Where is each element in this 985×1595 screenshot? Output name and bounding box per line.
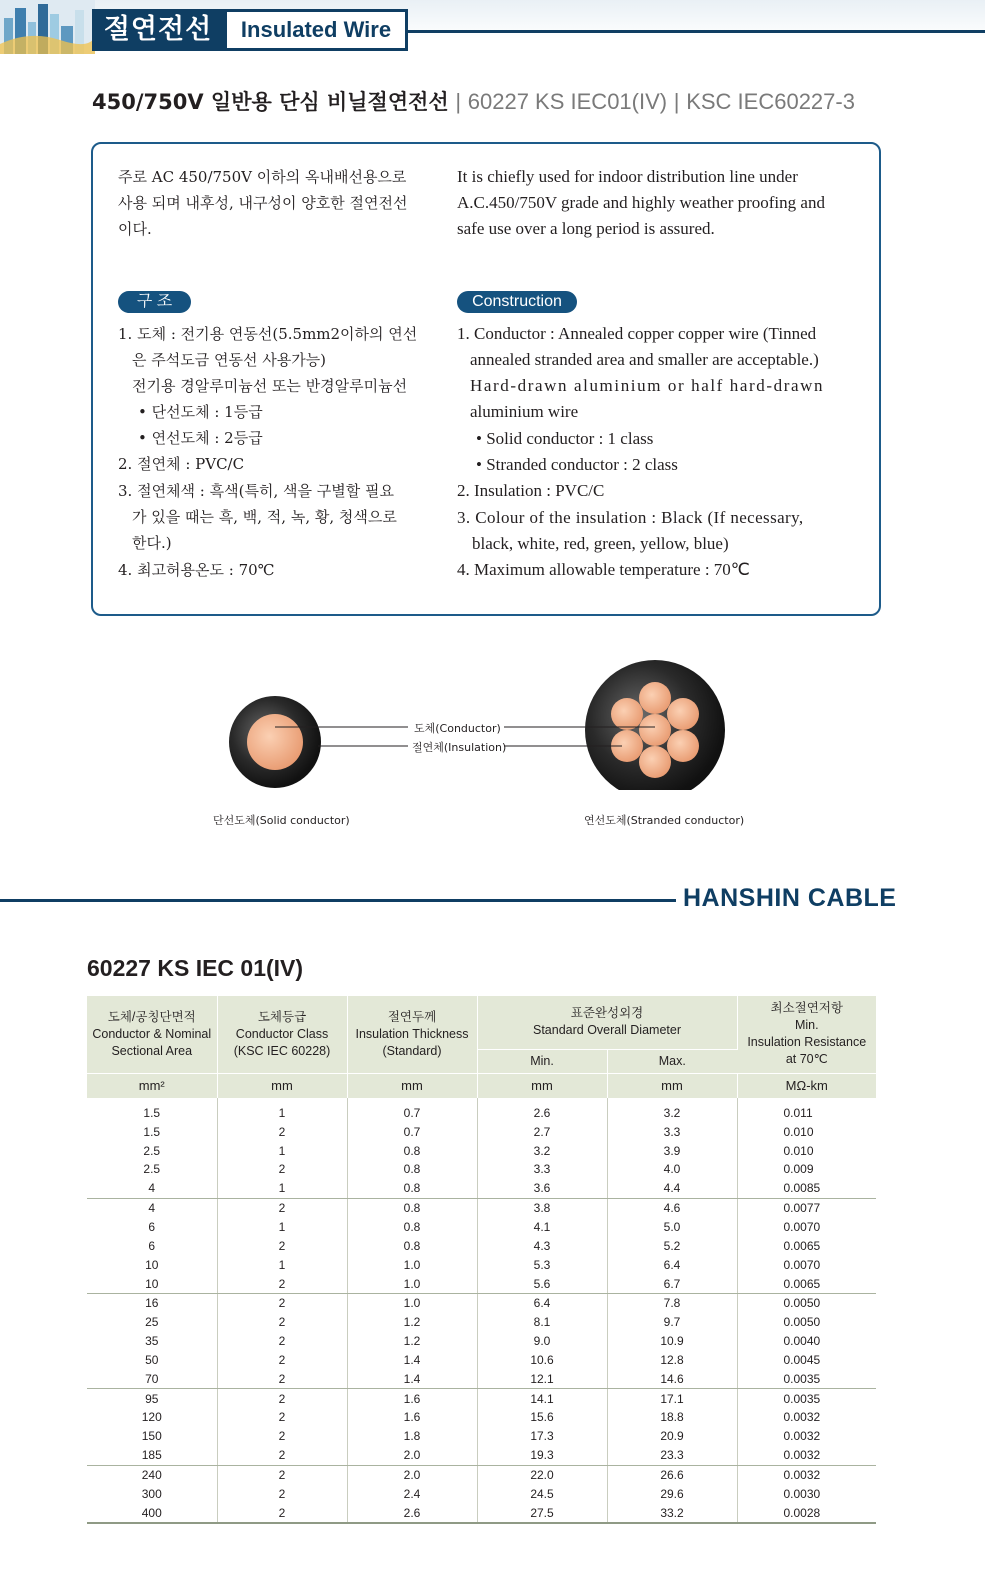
table-row <box>87 1293 876 1312</box>
table-cell: 4.0 <box>607 1160 737 1179</box>
table-cell: 0.0035 <box>737 1369 876 1388</box>
table-cell: 10 <box>87 1255 217 1274</box>
table-row <box>87 1427 876 1446</box>
table-cell: 1.0 <box>347 1274 477 1293</box>
product-standard-2: KSC IEC60227-3 <box>686 89 855 114</box>
header-diameter: 표준완성외경 Standard Overall Diameter <box>477 996 737 1049</box>
table-cell: 16 <box>87 1293 217 1312</box>
stranded-conductor-icon <box>585 660 725 790</box>
table-cell: 3.9 <box>607 1141 737 1160</box>
table-cell: 4.3 <box>477 1236 607 1255</box>
table-cell: 0.0040 <box>783 1334 821 1349</box>
table-cell: 2.6 <box>477 1098 607 1123</box>
table-cell: 12.1 <box>477 1369 607 1388</box>
table-cell: 2 <box>217 1427 347 1446</box>
intro-en-line: A.C.450/750V grade and highly weather proofing and <box>457 193 825 212</box>
table-cell: 1.5 <box>87 1098 217 1123</box>
table-cell: 0.0085 <box>737 1179 876 1198</box>
construction-en-line: Hard-drawn aluminium or half hard-drawn <box>470 376 825 395</box>
table-cell: 0.0050 <box>783 1315 821 1330</box>
stranded-conductor-caption: 연선도체(Stranded conductor) <box>584 814 745 827</box>
table-cell: 0.8 <box>347 1160 477 1179</box>
table-cell: 0.0070 <box>783 1257 821 1272</box>
table-cell: 0.0032 <box>737 1446 876 1465</box>
construction-en-line: • Stranded conductor : 2 class <box>476 455 678 474</box>
table-row <box>87 1198 876 1217</box>
table-cell: 2 <box>217 1198 347 1217</box>
table-cell: 2.4 <box>347 1484 477 1503</box>
table-cell: 3.2 <box>607 1098 737 1123</box>
table-cell: 2.6 <box>347 1503 477 1523</box>
unit-cell: mm <box>347 1073 477 1098</box>
construction-kr-line: 은 주석도금 연동선 사용가능) <box>132 351 327 369</box>
table-cell: 2 <box>217 1160 347 1179</box>
table-cell: 2 <box>217 1332 347 1351</box>
table-cell: 25 <box>87 1313 217 1332</box>
construction-label-kr: 구 조 <box>118 291 191 313</box>
table-row <box>87 1122 876 1141</box>
product-title <box>92 88 972 116</box>
table-row <box>87 1503 876 1523</box>
intro-kr-line: 주로 AC 450/750V 이하의 옥내배선용으로 <box>118 168 407 186</box>
table-cell: 4 <box>87 1198 217 1217</box>
table-cell: 6 <box>87 1218 217 1237</box>
table-cell: 2 <box>217 1313 347 1332</box>
table-cell: 4.6 <box>607 1198 737 1217</box>
table-cell: 29.6 <box>607 1484 737 1503</box>
table-cell: 2.0 <box>347 1465 477 1484</box>
construction-kr-line: 한다.) <box>132 534 172 552</box>
table-cell: 2 <box>217 1369 347 1388</box>
table-cell: 0.8 <box>347 1218 477 1237</box>
header-title-korean: 절연전선 <box>92 9 224 51</box>
header-thickness: 절연두께 Insulation Thickness (Standard) <box>347 996 477 1073</box>
construction-en-line: aluminium wire <box>470 402 579 421</box>
table-cell: 70 <box>87 1369 217 1388</box>
header-resistance: 최소절연저항 Min. Insulation Resistance at 70℃ <box>737 996 876 1073</box>
construction-kr-line: • 연선도체 : 2등급 <box>138 429 263 447</box>
table-cell: 0.009 <box>783 1162 814 1177</box>
spec-table <box>87 996 876 1524</box>
table-cell: 33.2 <box>607 1503 737 1523</box>
table-row <box>87 1350 876 1369</box>
construction-kr-line: 1. 도체 : 전기용 연동선(5.5mm2이하의 연선 <box>118 325 418 343</box>
table-row <box>87 1484 876 1503</box>
table-cell: 3.2 <box>477 1141 607 1160</box>
table-row <box>87 1141 876 1160</box>
table-cell: 12.8 <box>607 1350 737 1369</box>
table-cell: 2 <box>217 1503 347 1523</box>
table-cell: 17.1 <box>607 1389 737 1408</box>
table-cell: 10 <box>87 1274 217 1293</box>
table-cell: 1.0 <box>347 1255 477 1274</box>
table-cell: 3.6 <box>477 1179 607 1198</box>
header-min: Min. <box>477 1049 607 1073</box>
table-cell: 4.4 <box>607 1179 737 1198</box>
table-cell: 5.0 <box>607 1218 737 1237</box>
table-cell: 1 <box>217 1098 347 1123</box>
table-cell: 2 <box>217 1350 347 1369</box>
table-cell: 4.1 <box>477 1218 607 1237</box>
table-cell: 240 <box>87 1465 217 1484</box>
table-cell: 2 <box>217 1408 347 1427</box>
table-cell: 3.3 <box>477 1160 607 1179</box>
table-cell: 0.8 <box>347 1179 477 1198</box>
table-cell: 2 <box>217 1122 347 1141</box>
table-cell: 120 <box>87 1408 217 1427</box>
table-cell: 24.5 <box>477 1484 607 1503</box>
table-cell: 14.1 <box>477 1389 607 1408</box>
table-cell: 27.5 <box>477 1503 607 1523</box>
table-cell: 9.0 <box>477 1332 607 1351</box>
construction-kr-line: 가 있을 때는 흑, 백, 적, 녹, 황, 청색으로 <box>132 508 397 526</box>
table-cell: 0.0032 <box>783 1467 821 1482</box>
table-cell: 6.4 <box>477 1293 607 1312</box>
intro-kr-line: 이다. <box>118 220 152 238</box>
table-cell: 26.6 <box>607 1465 737 1484</box>
conductor-label: 도체(Conductor) <box>414 722 501 735</box>
construction-kr-line: 2. 절연체 : PVC/C <box>118 455 245 473</box>
table-row <box>87 1369 876 1388</box>
table-cell: 22.0 <box>477 1465 607 1484</box>
solid-conductor-caption: 단선도체(Solid conductor) <box>213 814 350 827</box>
table-cell: 2 <box>217 1293 347 1312</box>
table-cell: 0.0028 <box>737 1503 876 1523</box>
table-row <box>87 1236 876 1255</box>
table-cell: 0.7 <box>347 1122 477 1141</box>
table-cell: 2 <box>217 1389 347 1408</box>
table-cell: 1.5 <box>87 1122 217 1141</box>
construction-en-line: 3. Colour of the insulation : Black (If necessary, <box>457 508 804 527</box>
unit-cell: mm <box>607 1073 737 1098</box>
table-cell: 35 <box>87 1332 217 1351</box>
table-cell: 1.6 <box>347 1389 477 1408</box>
table-cell: 7.8 <box>607 1293 737 1312</box>
table-cell: 2.5 <box>87 1160 217 1179</box>
construction-en-line: 2. Insulation : PVC/C <box>457 481 605 500</box>
table-cell: 0.0070 <box>783 1219 821 1234</box>
table-cell: 0.011 <box>783 1105 813 1120</box>
table-cell: 3.3 <box>607 1122 737 1141</box>
table-cell: 15.6 <box>477 1408 607 1427</box>
table-cell: 1 <box>217 1218 347 1237</box>
table-cell: 0.010 <box>783 1143 814 1158</box>
table-row <box>87 1255 876 1274</box>
table-title: 60227 KS IEC 01(IV) <box>87 955 304 981</box>
table-cell: 2 <box>217 1465 347 1484</box>
table-cell: 185 <box>87 1446 217 1465</box>
table-cell: 0.0030 <box>783 1486 821 1501</box>
construction-en-line: 4. Maximum allowable temperature : 70℃ <box>457 560 750 579</box>
table-cell: 1.4 <box>347 1350 477 1369</box>
table-cell: 0.0032 <box>783 1429 821 1444</box>
table-cell: 19.3 <box>477 1446 607 1465</box>
table-cell: 300 <box>87 1484 217 1503</box>
table-cell: 2 <box>217 1236 347 1255</box>
construction-kr-line: • 단선도체 : 1등급 <box>138 403 263 421</box>
table-cell: 14.6 <box>607 1369 737 1388</box>
table-cell: 8.1 <box>477 1313 607 1332</box>
construction-kr-line: 전기용 경알루미늄선 또는 반경알루미늄선 <box>132 377 408 395</box>
table-cell: 1.2 <box>347 1332 477 1351</box>
solid-conductor-icon <box>229 696 321 788</box>
intro-kr-line: 사용 되며 내후성, 내구성이 양호한 절연전선 <box>118 194 408 212</box>
table-row <box>87 1274 876 1293</box>
construction-en-line: annealed stranded area and smaller are acceptable.) <box>470 350 819 369</box>
table-cell: 17.3 <box>477 1427 607 1446</box>
table-row <box>87 1465 876 1484</box>
table-cell: 1.2 <box>347 1313 477 1332</box>
table-cell: 95 <box>87 1389 217 1408</box>
unit-cell: MΩ-km <box>737 1073 876 1098</box>
construction-kr-line: 4. 최고허용온도 : 70℃ <box>118 561 275 579</box>
table-cell: 9.7 <box>607 1313 737 1332</box>
table-cell: 5.3 <box>477 1255 607 1274</box>
table-cell: 10.9 <box>607 1332 737 1351</box>
construction-label-en: Construction <box>457 291 577 313</box>
table-cell: 2 <box>217 1274 347 1293</box>
table-cell: 5.6 <box>477 1274 607 1293</box>
table-cell: 6 <box>87 1236 217 1255</box>
table-cell: 23.3 <box>607 1446 737 1465</box>
table-row <box>87 1389 876 1408</box>
construction-kr-line: 3. 절연체색 : 흑색(특히, 색을 구별할 필요 <box>118 482 394 500</box>
table-cell: 18.8 <box>607 1408 737 1427</box>
table-row <box>87 1160 876 1179</box>
insulation-label: 절연체(Insulation) <box>412 741 507 754</box>
table-cell: 0.0065 <box>737 1274 876 1293</box>
table-cell: 0.8 <box>347 1141 477 1160</box>
table-cell: 4 <box>87 1179 217 1198</box>
table-cell: 0.8 <box>347 1198 477 1217</box>
table-cell: 20.9 <box>607 1427 737 1446</box>
table-cell: 10.6 <box>477 1350 607 1369</box>
construction-en-line: • Solid conductor : 1 class <box>476 429 654 448</box>
table-cell: 6.4 <box>607 1255 737 1274</box>
construction-en-line: black, white, red, green, yellow, blue) <box>472 534 729 553</box>
title-separator: | <box>673 89 680 114</box>
unit-cell: mm² <box>87 1073 217 1098</box>
table-cell: 1 <box>217 1141 347 1160</box>
city-skyline-image <box>0 0 95 54</box>
title-separator: | <box>455 89 462 114</box>
table-row <box>87 1332 876 1351</box>
header-class: 도체등급 Conductor Class (KSC IEC 60228) <box>217 996 347 1073</box>
table-cell: 2.7 <box>477 1122 607 1141</box>
table-cell: 0.0077 <box>783 1201 821 1216</box>
table-row <box>87 1408 876 1427</box>
table-cell: 0.7 <box>347 1098 477 1123</box>
header-rule <box>408 30 985 33</box>
table-row <box>87 1218 876 1237</box>
table-cell: 1 <box>217 1179 347 1198</box>
table-cell: 1.4 <box>347 1369 477 1388</box>
table-cell: 0.0065 <box>783 1238 821 1253</box>
table-cell: 1.8 <box>347 1427 477 1446</box>
brand-logo-text: HANSHIN CABLE <box>683 884 897 912</box>
table-cell: 400 <box>87 1503 217 1523</box>
header-max: Max. <box>607 1049 737 1073</box>
product-name: 450/750V 일반용 단심 비닐절연전선 <box>92 90 449 114</box>
table-cell: 3.8 <box>477 1198 607 1217</box>
table-cell: 0.8 <box>347 1236 477 1255</box>
table-cell: 0.0032 <box>783 1410 821 1425</box>
table-row <box>87 1179 876 1198</box>
intro-en-line: safe use over a long period is assured. <box>457 219 715 238</box>
table-cell: 2.5 <box>87 1141 217 1160</box>
table-cell: 1 <box>217 1255 347 1274</box>
table-cell: 5.2 <box>607 1236 737 1255</box>
table-row <box>87 1446 876 1465</box>
table-cell: 2 <box>217 1446 347 1465</box>
table-row <box>87 1098 876 1123</box>
table-cell: 2 <box>217 1484 347 1503</box>
unit-cell: mm <box>477 1073 607 1098</box>
table-cell: 2.0 <box>347 1446 477 1465</box>
table-cell: 150 <box>87 1427 217 1446</box>
section-divider <box>0 899 676 902</box>
table-row <box>87 1313 876 1332</box>
table-cell: 0.0050 <box>783 1296 821 1311</box>
header-title-english: Insulated Wire <box>224 9 408 51</box>
intro-en-line: It is chiefly used for indoor distribution line under <box>457 167 798 186</box>
table-cell: 1.0 <box>347 1293 477 1312</box>
product-standard-1: 60227 KS IEC01(IV) <box>467 89 668 114</box>
table-cell: 0.0045 <box>783 1352 821 1367</box>
table-cell: 0.010 <box>783 1124 814 1139</box>
header-area: 도체/공칭단면적 Conductor & Nominal Sectional Area <box>87 996 217 1073</box>
construction-en-line: 1. Conductor : Annealed copper copper wire (Tinned <box>457 324 817 343</box>
table-cell: 0.0035 <box>783 1391 821 1406</box>
table-cell: 1.6 <box>347 1408 477 1427</box>
unit-cell: mm <box>217 1073 347 1098</box>
table-cell: 6.7 <box>607 1274 737 1293</box>
table-cell: 50 <box>87 1350 217 1369</box>
